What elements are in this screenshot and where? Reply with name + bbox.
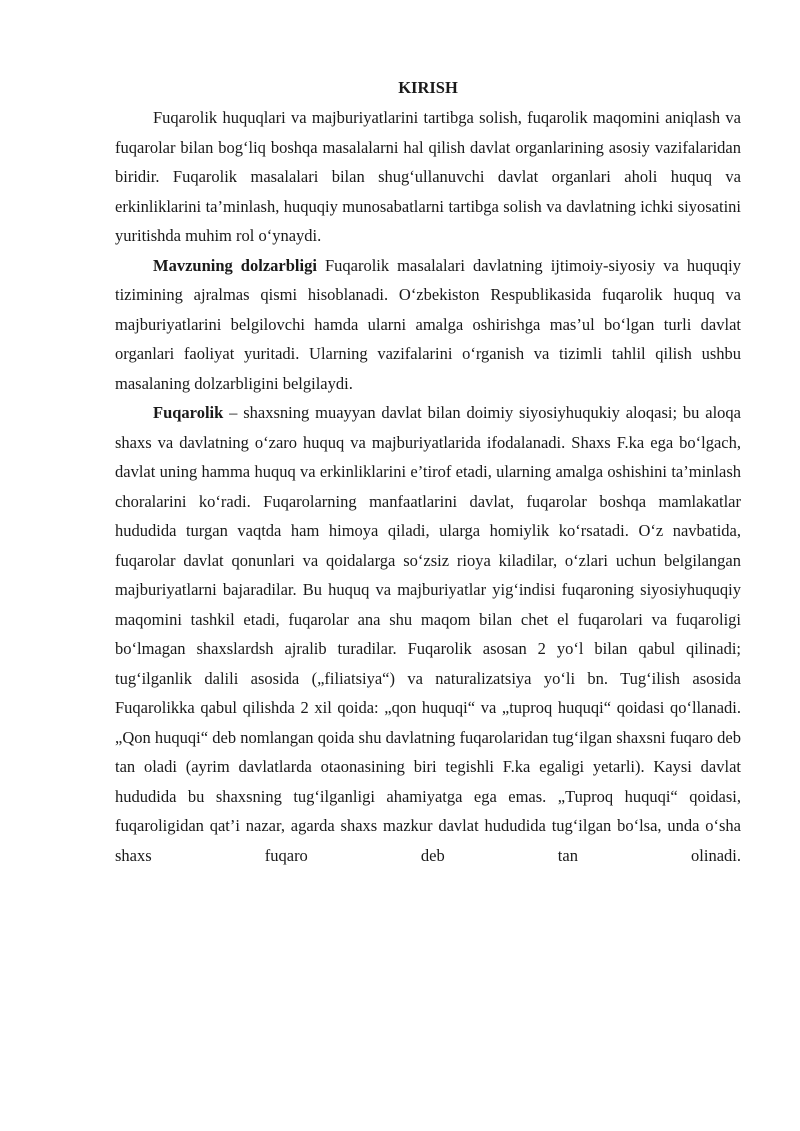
page-title: KIRISH (398, 78, 458, 97)
definition-label: Fuqarolik (153, 403, 224, 422)
relevance-text: Fuqarolik masalalari davlatning ijtimoiy-siyosiy va huquqiy tizimining ajralmas qismi hisoblanadi. O‘zbekiston Respublikasida fuqarolik huquq va majburiyatlarini belgilovchi hamda ularni amalga oshirishga mas’ul bo‘lgan turli davlat organlari faoliyat yuritadi. Ularning vazifalarini o‘rganish va tizimli tahlil qilish ushbu masalaning dolzarbligini belgilaydi. (115, 255, 741, 393)
relevance-paragraph (115, 251, 741, 399)
intro-paragraph (115, 103, 741, 251)
intro-text: Fuqarolik huquqlari va majburiyatlarini tartibga solish, fuqarolik maqomini aniqlash va fuqarolar bilan bog‘liq boshqa masalalarni hal qilish davlat organlarining asosiy vazifalaridan biridir. Fuqarolik masalalari bilan shug‘ullanuvchi davlat organlari aholi huquq va erkinliklarini ta’minlash, huquqiy munosabatlarni tartibga solish va davlatning ichki siyosatini yuritishda muhim rol o‘ynaydi. (115, 108, 741, 245)
definition-text: – shaxsning muayyan davlat bilan doimiy siyosiyhuqukiy aloqasi; bu aloqa shaxs va davlatning o‘zaro huquq va majburiyatlarida ifodalanadi. Shaxs F.ka ega bo‘lgach, davlat uning hamma huquq va erkinliklarini e’tirof etadi, ularning amalga oshishini ta’minlash choralarini ko‘radi. Fuqarolarning manfaatlarini davlat, fuqarolar boshqa mamlakatlar hududida turgan vaqtda ham himoya qiladi, ularga homiylik ko‘rsatadi. O‘z navbatida, fuqarolar davlat qonunlari va qoidalarga so‘zsiz rioya kiladilar, o‘zlari uchun belgilangan majburiyatlarni bajaradilar. Bu huquq va majburiyatlar yig‘indisi fuqaroning siyosiyhuquqiy maqomini tashkil etadi, fuqarolar ana shu maqom bilan chet el fuqarolari va fuqaroligi bo‘lmagan shaxslardsh ajralib turadilar. Fuqarolik asosan 2 yo‘l bilan qabul qilinadi; tug‘ilganlik dalili asosida („filiatsiya“) va naturalizatsiya yo‘li bn. Tug‘ilish asosida Fuqarolikka qabul qilishda 2 xil qoida: „qon huquqi“ va „tuproq huquqi“ qoidasi qo‘llanadi. „Qon huquqi“ deb nomlangan qoida shu davlatning fuqarolaridan tug‘ilgan shaxsni fuqaro deb tan oladi (ayrim davlatlarda otaonasining biri tegishli F.ka egaligi yetarli). Kaysi davlat hududida bu shaxsning tug‘ilganligi ahamiyatga ega emas. „Tuproq huquqi“ qoidasi, fuqaroligidan qat’i nazar, agarda shaxs mazkur davlat hududida tug‘ilgan bo‘lsa, unda o‘sha shaxs fuqaro deb tan olinadi. (115, 403, 741, 865)
document-body (115, 73, 741, 870)
relevance-label: Mavzuning dolzarbligi (153, 255, 317, 275)
definition-paragraph (115, 398, 741, 870)
